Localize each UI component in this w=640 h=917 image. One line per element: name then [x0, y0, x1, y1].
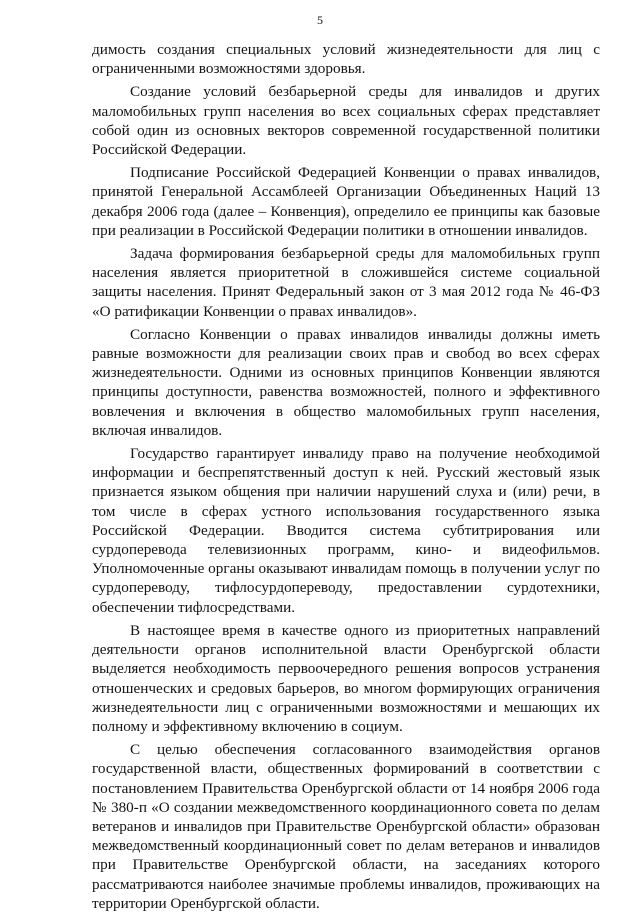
- paragraph-information-access: Государство гарантирует инвалиду право на получение необходимой информации и беспрепятственный доступ к ней. Русский жестовый язык признается языком общения при наличии нарушений слуха и (или) речи, в том числе в сферах устного использования государственного языка Российской Федерации. Вводится система субтитрирования или сурдоперевода телевизионных программ, кино- и видеофильмов. Уполномоченные органы оказывают инвалидам помощь в получении услуг по сурдопереводу, тифлосурдопереводу, предоставлении сурдотехники, обеспечении тифлосредствами.: [92, 445, 600, 616]
- paragraph-continuation: димость создания специальных условий жизнедеятельности для лиц с ограниченными возможностями здоровья.: [92, 41, 600, 78]
- paragraph-priority-directions: В настоящее время в качестве одного из приоритетных направлений деятельности органов исполнительной власти Оренбургской области выделяется необходимость первоочередного решения вопросов устранения отношенческих и средовых барьеров, во многом формирующих ограничения жизнедеятельности лиц с ограниченными возможностями и мешающих их полному и эффективному включению в социум.: [92, 621, 600, 735]
- paragraph-barrier-free-environment: Создание условий безбарьерной среды для инвалидов и других маломобильных групп населения во всех социальных сферах представляет собой один из основных векторов современной государственной политики Российской Федерации.: [92, 83, 600, 159]
- paragraph-coordination-council: С целью обеспечения согласованного взаимодействия органов государственной власти, общественных формирований в соответствии с постановлением Правительства Оренбургской области от 14 ноября 2006 года № 380-п «О создании межведомственного координационного совета по делам ветеранов и инвалидов при Правительстве Оренбургской области» образован межведомственный координационный совет по делам ветеранов и инвалидов при Правительстве Оренбургской области, на заседаниях которого рассматриваются наиболее значимые проблемы инвалидов, проживающих на территории Оренбургской области.: [92, 741, 600, 912]
- paragraph-priority-task: Задача формирования безбарьерной среды для маломобильных групп населения является приоритетной в сложившейся системе социальной защиты населения. Принят Федеральный закон от 3 мая 2012 года № 46-ФЗ «О ратификации Конвенции о правах инвалидов».: [92, 245, 600, 320]
- paragraph-convention-signing: Подписание Российской Федерацией Конвенции о правах инвалидов, принятой Генеральной Ассамблеей Организации Объединенных Наций 13 декабря 2006 года (далее – Конвенция), определило ее принципы как базовые при реализации в Российской Федерации политики в отношении инвалидов.: [92, 164, 600, 239]
- document-body: [92, 40, 600, 917]
- paragraph-convention-principles: Согласно Конвенции о правах инвалидов инвалиды должны иметь равные возможности для реализации своих прав и свобод во всех сферах жизнедеятельности. Одними из основных принципов Конвенции являются принципы доступности, равенства возможностей, полного и эффективного вовлечения и включения в общество маломобильных групп населения, включая инвалидов.: [92, 325, 600, 439]
- page-number: 5: [317, 13, 323, 27]
